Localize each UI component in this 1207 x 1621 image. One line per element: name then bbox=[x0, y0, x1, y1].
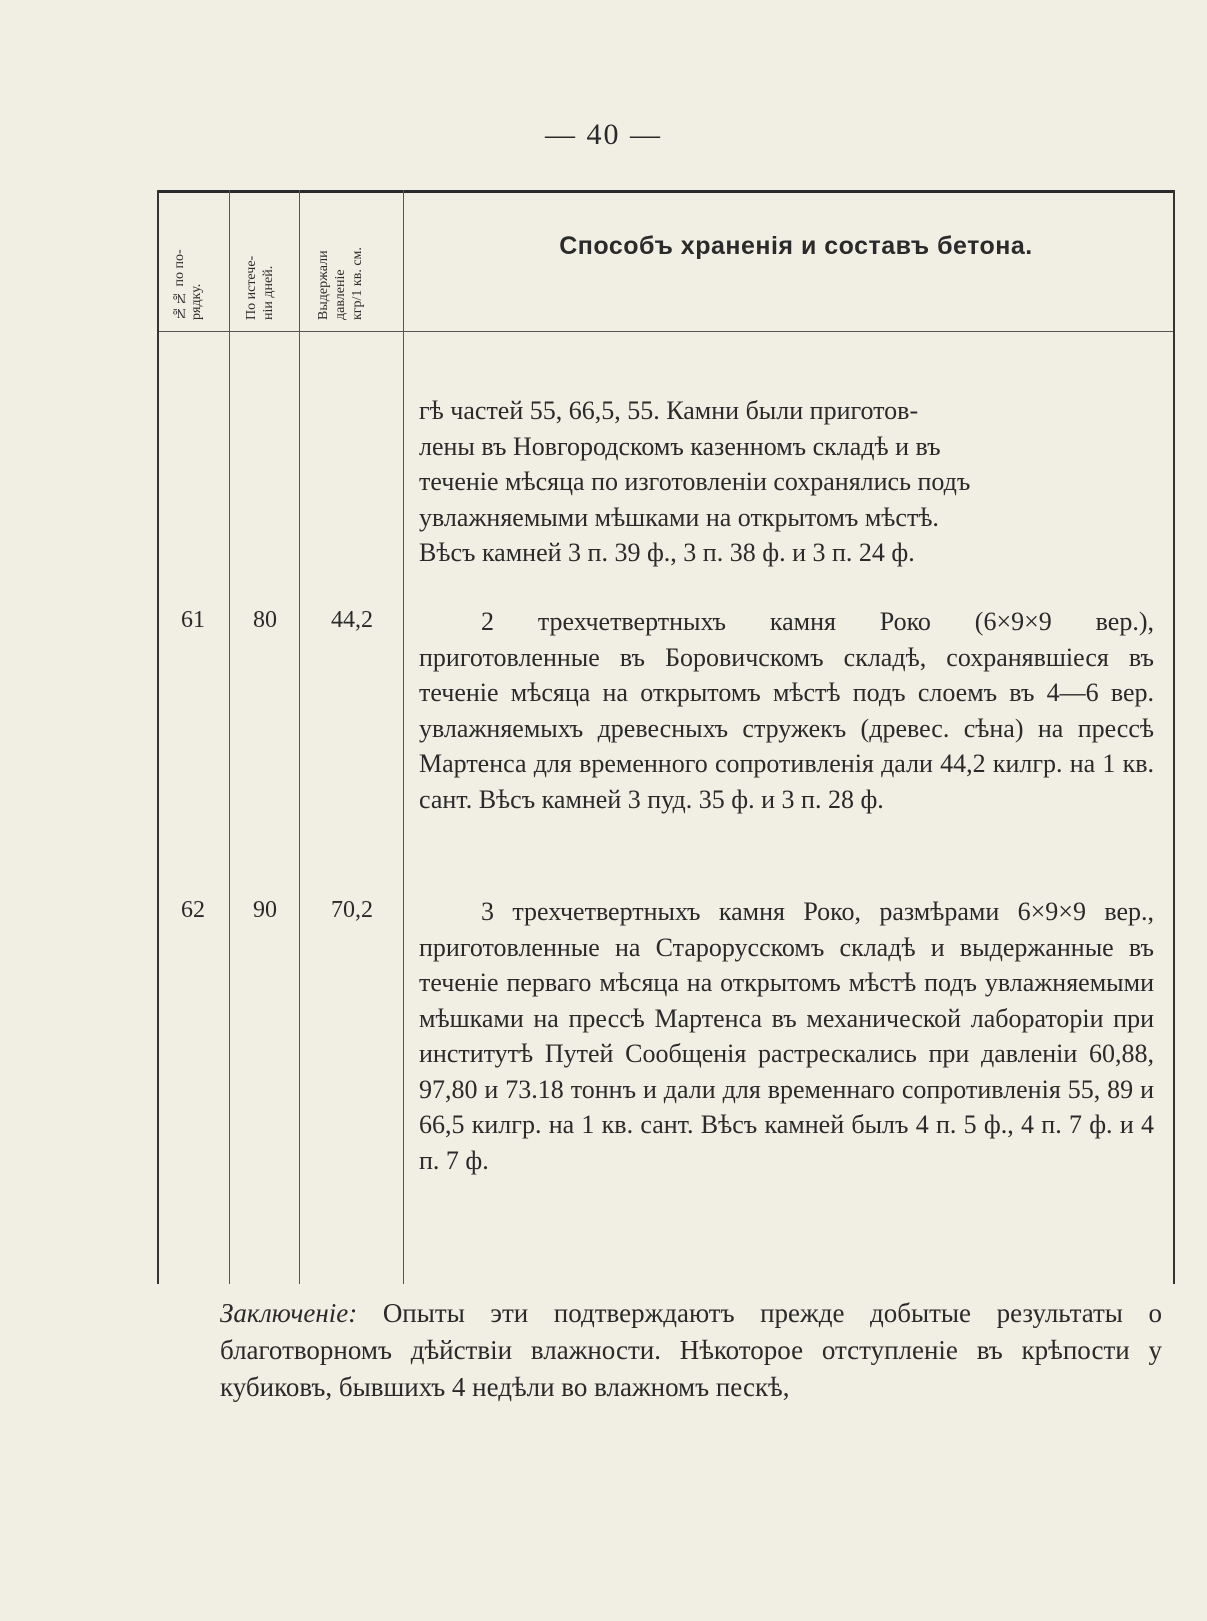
table-top-rule bbox=[157, 190, 1175, 193]
header-description: Способъ храненія и составъ бетона. bbox=[559, 232, 1033, 260]
text-line: гѣ частей 55, 66,5, 55. Камни были приготов- bbox=[419, 396, 919, 425]
row-number: 61 bbox=[181, 607, 205, 633]
text-line: Вѣсъ камней 3 п. 39 ф., 3 п. 38 ф. и 3 п. 24 ф. bbox=[419, 538, 915, 567]
text-line: теченіе мѣсяца по изготовленіи сохранялись подъ bbox=[419, 467, 971, 496]
text-line: лены въ Новгородскомъ казенномъ складѣ и въ bbox=[419, 431, 941, 461]
continuation-text bbox=[419, 393, 1154, 571]
table-header-rule bbox=[157, 331, 1175, 332]
row-pressure: 70,2 bbox=[331, 897, 373, 923]
row-days: 90 bbox=[253, 897, 277, 923]
conclusion-lead: Заключеніе: bbox=[220, 1298, 358, 1328]
text-line: увлажняемыми мѣшками на открытомъ мѣстѣ. bbox=[419, 502, 939, 532]
row-pressure: 44,2 bbox=[331, 607, 373, 633]
row-description: 3 трехчетвертныхъ камня Роко, размѣрами 6×9×9 вер., приготовленные на Старорусскомъ складѣ и выдержанные въ теченіе перваго мѣсяца на открытомъ мѣстѣ подъ увлажняемыми мѣшками на прессѣ Мартенса въ механической лабораторіи при институтѣ Путей Сообщенія растрескались при давленіи 60,88, 97,80 и 73.18 тоннъ и дали для временнаго сопротивленія 55, 89 и 66,5 килгр. на 1 кв. сант. Вѣсъ камней былъ 4 п. 5 ф., 4 п. 7 ф. и 4 п. 7 ф. bbox=[419, 897, 1154, 1175]
conclusion-text: Опыты эти подтверждаютъ прежде добытые результаты о благотворномъ дѣйствіи влажности. Нѣкоторое отступленіе въ крѣпости у кубиковъ, бывшихъ 4 недѣли во влажномъ пескѣ, bbox=[220, 1298, 1162, 1402]
conclusion-paragraph bbox=[220, 1295, 1162, 1406]
column-divider bbox=[299, 190, 300, 1284]
header-row-number: №№ по по- рядку. bbox=[172, 249, 204, 320]
row-days: 80 bbox=[253, 607, 277, 633]
row-number: 62 bbox=[181, 897, 205, 923]
column-divider bbox=[229, 190, 230, 1284]
table-left-border bbox=[157, 190, 159, 1284]
data-table bbox=[157, 190, 1175, 1284]
header-pressure: Выдержали давленіе кгр/1 кв. см. bbox=[316, 247, 365, 320]
table-right-border bbox=[1173, 190, 1175, 1284]
row-description: 2 трехчетвертныхъ камня Роко (6×9×9 вер.), приготовленные въ Боровичскомъ складѣ, сохранявшіеся въ теченіе мѣсяца на открытомъ мѣстѣ подъ слоемъ въ 4—6 вер. увлажняемыхъ древесныхъ стружекъ (древес. сѣна) на прессѣ Мартенса для временного сопротивленія дали 44,2 килгр. на 1 кв. сант. Вѣсъ камней 3 пуд. 35 ф. и 3 п. 28 ф. bbox=[419, 607, 1154, 814]
page-number: — 40 — bbox=[545, 118, 662, 151]
column-divider bbox=[403, 190, 404, 1284]
header-days: По истече- ніи дней. bbox=[244, 255, 276, 320]
